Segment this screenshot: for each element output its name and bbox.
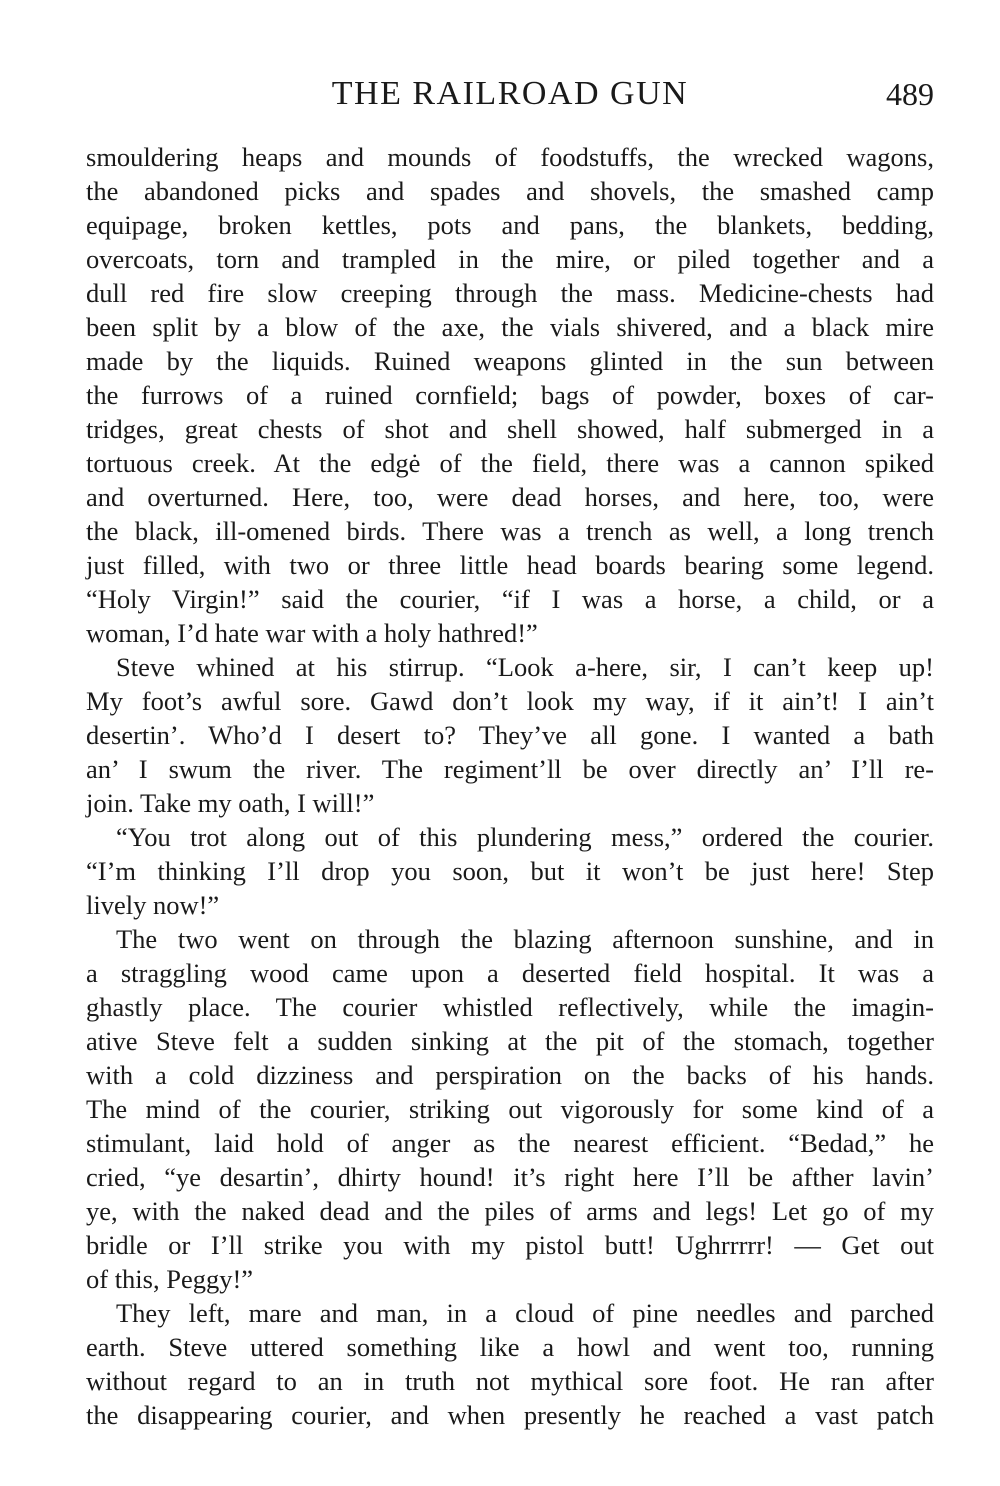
text-line: made by the liquids. Ruined weapons glinted in the sun between: [86, 346, 934, 376]
text-line: equipage, broken kettles, pots and pans, the blankets, bedding,: [86, 210, 934, 240]
text-line: My foot’s awful sore. Gawd don’t look my way, if it ain’t! I ain’t: [86, 686, 934, 716]
text-line: The two went on through the blazing afternoon sunshine, and in: [116, 924, 934, 954]
text-line: with a cold dizziness and perspiration on the backs of his hands.: [86, 1060, 934, 1090]
text-line: a straggling wood came upon a deserted field hospital. It was a: [86, 958, 934, 988]
text-line: the abandoned picks and spades and shovels, the smashed camp: [86, 176, 934, 206]
body-text: [86, 140, 934, 1432]
text-line: “You trot along out of this plundering mess,” ordered the courier.: [116, 822, 934, 852]
text-line: smouldering heaps and mounds of foodstuffs, the wrecked wagons,: [86, 142, 934, 172]
text-line: without regard to an in truth not mythical sore foot. He ran after: [86, 1366, 934, 1396]
text-line: the black, ill-omened birds. There was a trench as well, a long trench: [86, 516, 934, 546]
text-line: the disappearing courier, and when presently he reached a vast patch: [86, 1400, 934, 1430]
text-line: dull red fire slow creeping through the mass. Medicine-chests had: [86, 278, 934, 308]
text-line: just filled, with two or three little head boards bearing some legend.: [86, 550, 934, 580]
text-line: desertin’. Who’d I desert to? They’ve all gone. I wanted a bath: [86, 720, 934, 750]
text-line: “Holy Virgin!” said the courier, “if I was a horse, a child, or a: [86, 584, 934, 614]
text-line: The mind of the courier, striking out vigorously for some kind of a: [86, 1094, 934, 1124]
page-number: 489: [886, 76, 934, 112]
text-line: ative Steve felt a sudden sinking at the pit of the stomach, together: [86, 1026, 934, 1056]
text-line: join. Take my oath, I will!”: [86, 788, 375, 818]
text-line: woman, I’d hate war with a holy hathred!”: [86, 618, 538, 648]
text-line: been split by a blow of the axe, the vials shivered, and a black mire: [86, 312, 934, 342]
text-line: of this, Peggy!”: [86, 1264, 254, 1294]
text-line: “I’m thinking I’ll drop you soon, but it won’t be just here! Step: [86, 856, 934, 886]
text-line: stimulant, laid hold of anger as the nearest efficient. “Bedad,” he: [86, 1128, 934, 1158]
text-line: earth. Steve uttered something like a howl and went too, running: [86, 1332, 934, 1362]
text-line: and overturned. Here, too, were dead horses, and here, too, were: [86, 482, 934, 512]
text-line: ghastly place. The courier whistled reflectively, while the imagin-: [86, 992, 934, 1022]
text-line: overcoats, torn and trampled in the mire, or piled together and a: [86, 244, 934, 274]
text-line: tridges, great chests of shot and shell showed, half submerged in a: [86, 414, 934, 444]
text-line: lively now!”: [86, 890, 220, 920]
running-head: [86, 74, 934, 114]
text-line: Steve whined at his stirrup. “Look a-here, sir, I can’t keep up!: [116, 652, 934, 682]
chapter-title: THE RAILROAD GUN: [331, 75, 689, 112]
text-line: cried, “ye desartin’, dhirty hound! it’s right here I’ll be afther lavin’: [86, 1162, 934, 1192]
text-line: bridle or I’ll strike you with my pistol butt! Ughrrrrr! — Get out: [86, 1230, 934, 1260]
text-line: They left, mare and man, in a cloud of pine needles and parched: [116, 1298, 934, 1328]
text-line: ye, with the naked dead and the piles of arms and legs! Let go of my: [86, 1196, 934, 1226]
text-line: an’ I swum the river. The regiment’ll be over directly an’ I’ll re-: [86, 754, 934, 784]
text-line: the furrows of a ruined cornfield; bags of powder, boxes of car-: [86, 380, 934, 410]
text-line: tortuous creek. At the edgė of the field, there was a cannon spiked: [86, 448, 934, 478]
